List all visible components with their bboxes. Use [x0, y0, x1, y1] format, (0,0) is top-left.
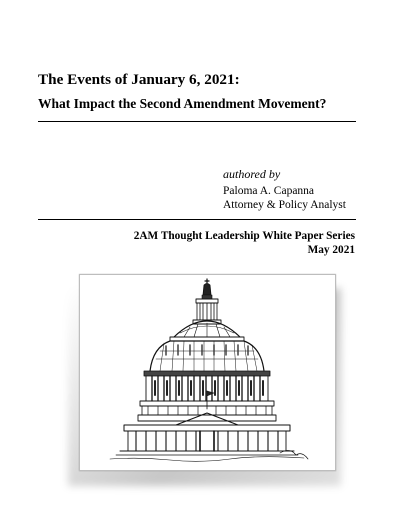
illustration-card — [79, 274, 336, 471]
capitol-dome-icon — [80, 275, 335, 470]
publication-date: May 2021 — [307, 244, 355, 256]
document-subtitle: What Impact the Second Amendment Movement? — [38, 96, 327, 111]
top-divider — [38, 121, 356, 122]
author-name: Paloma A. Capanna — [223, 185, 315, 197]
middle-divider — [38, 219, 356, 220]
series-name: 2AM Thought Leadership White Paper Series — [133, 230, 355, 242]
document-title: The Events of January 6, 2021: — [38, 71, 240, 88]
author-role: Attorney & Policy Analyst — [223, 199, 346, 211]
authored-by-label: authored by — [223, 167, 281, 181]
